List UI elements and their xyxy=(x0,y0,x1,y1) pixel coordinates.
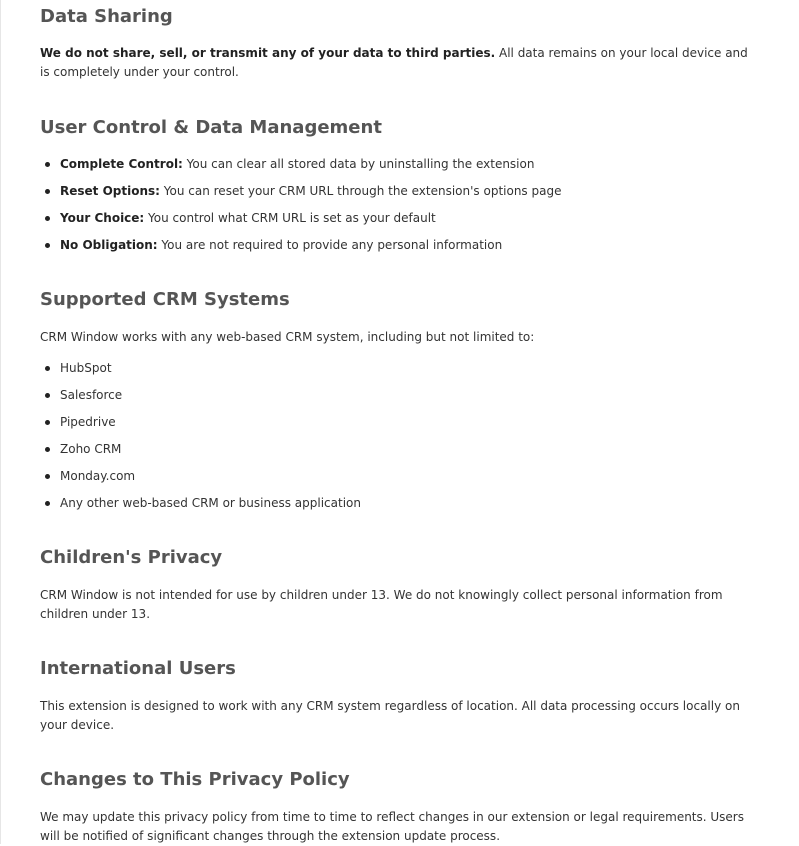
list-item xyxy=(60,467,760,486)
bullet-icon xyxy=(45,393,50,398)
international-users-heading: International Users xyxy=(40,658,236,679)
crm-name: Monday.com xyxy=(60,469,136,483)
list-item xyxy=(60,413,760,432)
list-item xyxy=(60,236,760,255)
list-item xyxy=(60,209,760,228)
list-item-label: No Obligation: xyxy=(60,238,158,252)
data-sharing-text: All data remains on your local device and is completely under your control. xyxy=(40,46,748,79)
supported-crm-section xyxy=(40,289,760,513)
data-sharing-paragraph xyxy=(40,44,760,82)
policy-changes-paragraph: We may update this privacy policy from time to time to reflect changes in our extension or legal requirements. Users will be notified of significant changes through the extension update process. xyxy=(40,810,744,843)
bullet-icon xyxy=(45,420,50,425)
data-sharing-section xyxy=(40,6,760,82)
policy-changes-heading: Changes to This Privacy Policy xyxy=(40,769,350,790)
user-control-list xyxy=(40,155,760,255)
list-item-text: You can clear all stored data by uninstalling the extension xyxy=(182,157,535,171)
list-item-text: You control what CRM URL is set as your default xyxy=(144,211,436,225)
user-control-heading: User Control & Data Management xyxy=(40,117,382,138)
crm-name: HubSpot xyxy=(60,361,112,375)
list-item xyxy=(60,440,760,459)
crm-name: Any other web-based CRM or business application xyxy=(60,496,361,510)
crm-name: Pipedrive xyxy=(60,415,116,429)
bullet-icon xyxy=(45,189,50,194)
supported-crm-heading: Supported CRM Systems xyxy=(40,289,290,310)
bullet-icon xyxy=(45,216,50,221)
crm-name: Zoho CRM xyxy=(60,442,122,456)
user-control-section xyxy=(40,117,760,255)
bullet-icon xyxy=(45,162,50,167)
list-item-label: Complete Control: xyxy=(60,157,183,171)
list-item-text: You are not required to provide any personal information xyxy=(157,238,503,252)
bullet-icon xyxy=(45,243,50,248)
bullet-icon xyxy=(45,447,50,452)
list-item xyxy=(60,494,760,513)
list-item-label: Your Choice: xyxy=(60,211,145,225)
list-item xyxy=(60,359,760,378)
supported-crm-list xyxy=(40,359,760,513)
childrens-privacy-heading: Children's Privacy xyxy=(40,547,223,568)
list-item-label: Reset Options: xyxy=(60,184,160,198)
list-item xyxy=(60,386,760,405)
list-item xyxy=(60,155,760,174)
policy-changes-section xyxy=(40,769,760,846)
list-item-text: You can reset your CRM URL through the extension's options page xyxy=(159,184,562,198)
bullet-icon xyxy=(45,474,50,479)
page-left-border xyxy=(0,0,1,844)
data-sharing-heading: Data Sharing xyxy=(40,6,173,27)
bullet-icon xyxy=(45,366,50,371)
childrens-privacy-paragraph: CRM Window is not intended for use by children under 13. We do not knowingly collect personal information from children under 13. xyxy=(40,588,723,621)
bullet-icon xyxy=(45,501,50,506)
international-users-paragraph: This extension is designed to work with any CRM system regardless of location. All data processing occurs locally on your device. xyxy=(40,699,740,732)
list-item xyxy=(60,182,760,201)
crm-name: Salesforce xyxy=(60,388,123,402)
childrens-privacy-section xyxy=(40,547,760,624)
data-sharing-bold-statement: We do not share, sell, or transmit any of your data to third parties. xyxy=(40,46,496,60)
international-users-section xyxy=(40,658,760,735)
supported-crm-intro: CRM Window works with any web-based CRM system, including but not limited to: xyxy=(40,330,535,344)
privacy-policy-content xyxy=(40,0,760,846)
